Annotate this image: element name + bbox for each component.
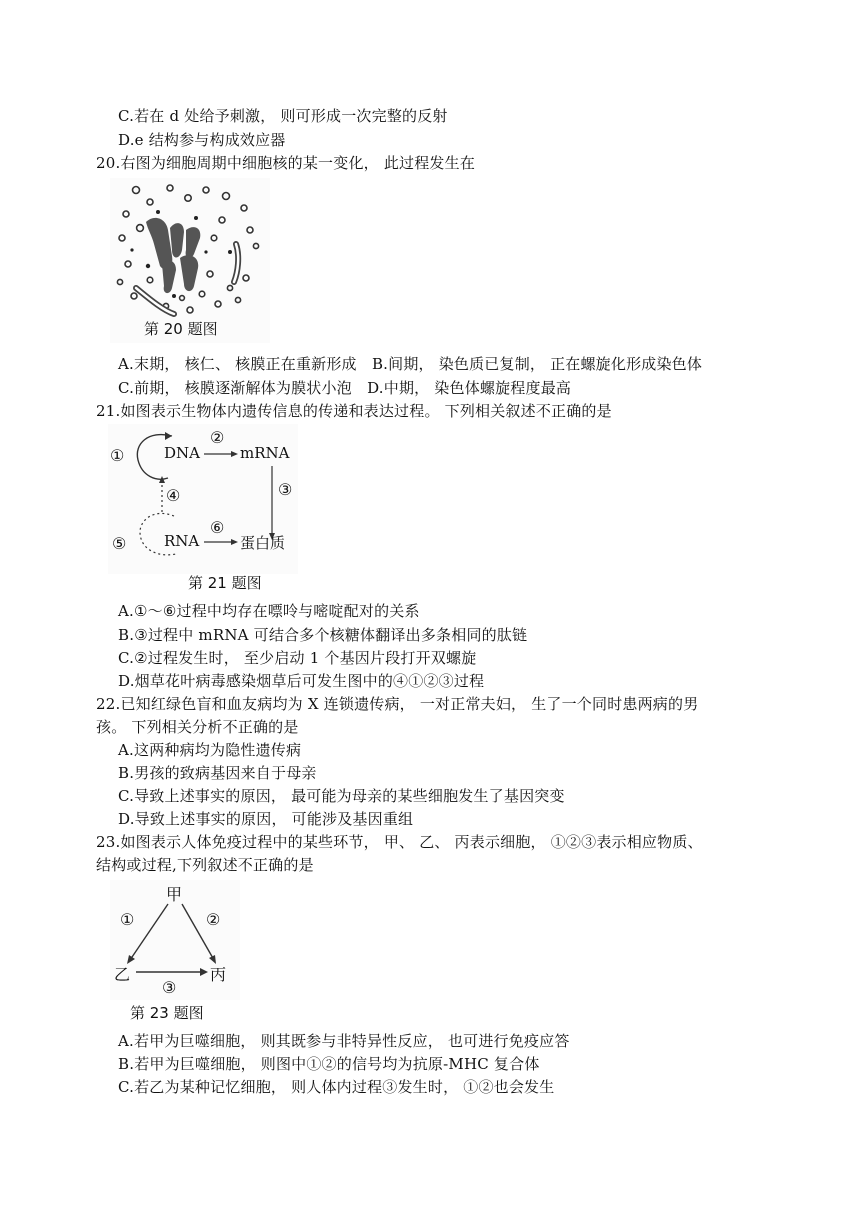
q20-figure-caption: 第 20 题图 bbox=[144, 320, 218, 338]
mrna-label: mRNA bbox=[240, 444, 290, 462]
process-5-marker: ⑤ bbox=[112, 534, 127, 553]
q23-stem-line2: 结构或过程,下列叙述不正确的是 bbox=[96, 856, 314, 874]
q23-option-a: A.若甲为巨噬细胞， 则其既参与非特异性反应， 也可进行免疫应答 bbox=[118, 1032, 570, 1050]
cell-bing-label: 丙 bbox=[210, 965, 227, 984]
process-3-marker: ③ bbox=[162, 978, 177, 997]
cell-jia-label: 甲 bbox=[166, 885, 183, 904]
q20-options-line1: A.末期， 核仁、 核膜正在重新形成 B.间期， 染色质已复制， 正在螺旋化形成染色体 bbox=[118, 355, 703, 373]
q22-stem-line1: 22.已知红绿色盲和血友病均为 X 连锁遗传病， 一对正常夫妇， 生了一个同时患两病的男 bbox=[96, 695, 699, 713]
q22-option-a: A.这两种病均为隐性遗传病 bbox=[118, 741, 302, 759]
q20-figure bbox=[110, 178, 270, 343]
q21-figure bbox=[108, 424, 298, 594]
q23-option-b: B.若甲为巨噬细胞， 则图中①②的信号均为抗原-MHC 复合体 bbox=[118, 1055, 540, 1073]
q22-option-c: C.导致上述事实的原因， 最可能为母亲的某些细胞发生了基因突变 bbox=[118, 787, 565, 805]
q19-option-c: C.若在 d 处给予刺激， 则可形成一次完整的反射 bbox=[118, 107, 448, 125]
process-4-marker: ④ bbox=[166, 486, 181, 505]
q21-option-d: D.烟草花叶病毒感染烟草后可发生图中的④①②③过程 bbox=[118, 672, 485, 690]
process-3-marker: ③ bbox=[278, 480, 293, 499]
dna-label: DNA bbox=[164, 444, 200, 462]
q21-stem: 21.如图表示生物体内遗传信息的传递和表达过程。 下列相关叙述不正确的是 bbox=[96, 402, 612, 420]
cell-yi-label: 乙 bbox=[114, 965, 131, 984]
process-1-marker: ① bbox=[120, 910, 135, 929]
rna-label: RNA bbox=[164, 532, 200, 550]
q23-stem-line1: 23.如图表示人体免疫过程中的某些环节， 甲、 乙、 丙表示细胞， ①②③表示相应物质、 bbox=[96, 833, 703, 851]
q21-option-c: C.②过程发生时， 至少启动 1 个基因片段打开双螺旋 bbox=[118, 649, 477, 667]
q21-option-b: B.③过程中 mRNA 可结合多个核糖体翻译出多条相同的肽链 bbox=[118, 626, 528, 644]
q20-options-line2: C.前期， 核膜逐渐解体为膜状小泡 D.中期， 染色体螺旋程度最高 bbox=[118, 379, 572, 397]
q23-option-c: C.若乙为某种记忆细胞， 则人体内过程③发生时， ①②也会发生 bbox=[118, 1078, 555, 1096]
q22-stem-line2: 孩。 下列相关分析不正确的是 bbox=[96, 718, 299, 736]
process-2-marker: ② bbox=[206, 910, 221, 929]
q23-figure-caption: 第 23 题图 bbox=[130, 1004, 204, 1022]
q22-option-b: B.男孩的致病基因来自于母亲 bbox=[118, 764, 317, 782]
process-1-marker: ① bbox=[110, 446, 125, 465]
q23-figure bbox=[110, 880, 240, 1030]
process-6-marker: ⑥ bbox=[210, 518, 225, 537]
q21-figure-caption: 第 21 题图 bbox=[188, 574, 262, 592]
q21-option-a: A.①～⑥过程中均存在嘌呤与嘧啶配对的关系 bbox=[118, 602, 420, 620]
q19-option-d: D.e 结构参与构成效应器 bbox=[118, 131, 286, 149]
process-2-marker: ② bbox=[210, 428, 225, 447]
q20-stem: 20.右图为细胞周期中细胞核的某一变化， 此过程发生在 bbox=[96, 154, 476, 172]
q22-option-d: D.导致上述事实的原因， 可能涉及基因重组 bbox=[118, 810, 414, 828]
protein-label: 蛋白质 bbox=[240, 534, 286, 552]
